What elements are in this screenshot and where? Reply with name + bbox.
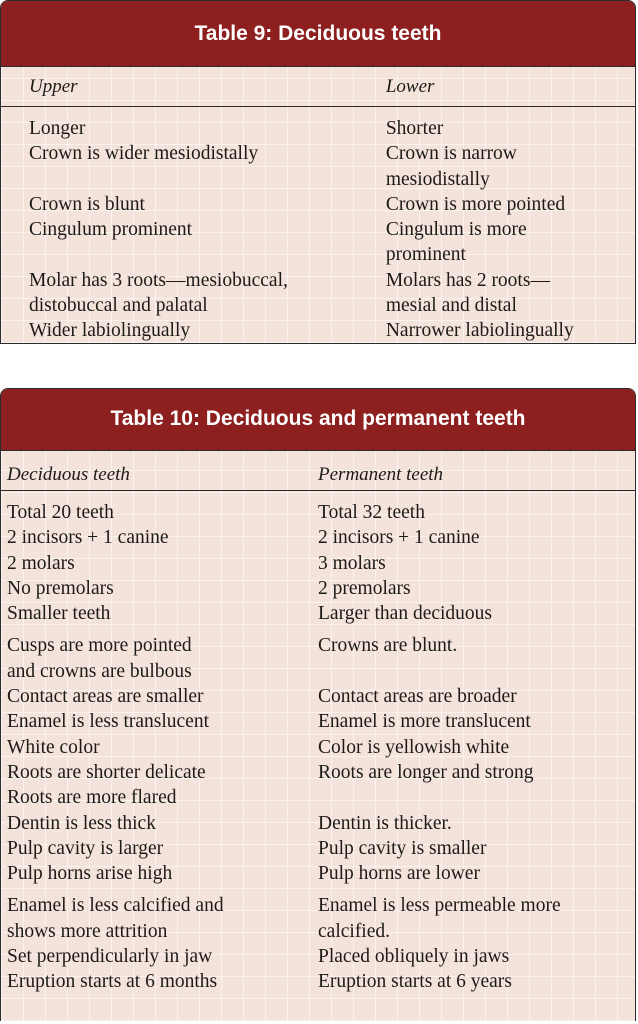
table-cell [1, 893, 318, 944]
cell-text-line: Color is yellowish white [318, 736, 510, 758]
table-cell [318, 811, 635, 836]
table-row [1, 785, 635, 810]
cell-text-line: Crown is more pointed [385, 193, 566, 215]
cell-text-line: Cingulum prominent [29, 219, 193, 241]
cell-text-line: Narrower labiolingually [385, 320, 574, 342]
table-cell [318, 709, 635, 734]
table-row [1, 500, 635, 525]
cell-text-line: Cingulum is more [385, 219, 527, 241]
table-header-row [1, 67, 635, 107]
table-row [1, 836, 635, 861]
cell-text-line: Set perpendicularly in jaw [7, 946, 213, 968]
table-cell [318, 500, 635, 525]
cell-text-line: Cusps are more pointed [7, 635, 192, 657]
cell-text-line: prominent [385, 244, 466, 266]
cell-text-line: 2 incisors + 1 canine [7, 527, 169, 549]
table-cell [1, 525, 318, 550]
table-cell [1, 969, 318, 994]
table-cell [318, 760, 635, 785]
table-body [1, 491, 635, 995]
cell-text-line: Enamel is less translucent [7, 711, 209, 733]
table-cell [1, 141, 386, 192]
table-cell [1, 684, 318, 709]
cell-text-line: Enamel is less calcified and [7, 895, 224, 917]
table-row [1, 192, 635, 217]
table-cell [1, 551, 318, 576]
table-cell [1, 116, 386, 141]
table-row [1, 944, 635, 969]
cell-text-line: Total 32 teeth [318, 502, 425, 523]
table-cell [1, 735, 318, 760]
table-row [1, 601, 635, 626]
table-cell [318, 861, 635, 886]
cell-text-line: Placed obliquely in jaws [318, 946, 510, 968]
table-cell [1, 217, 386, 268]
table-row [1, 116, 635, 141]
cell-text-line: Smaller teeth [7, 603, 111, 625]
table-row [1, 141, 635, 192]
cell-text-line: mesial and distal [385, 295, 517, 317]
table-cell [1, 760, 318, 785]
table-row [1, 551, 635, 576]
table-cell [1, 601, 318, 626]
table-header-row [1, 451, 635, 491]
cell-text-line: Contact areas are broader [318, 686, 517, 708]
cell-text-line: Roots are more flared [7, 787, 177, 809]
cell-text-line: Shorter [385, 118, 444, 139]
table-row [1, 525, 635, 550]
table-cell [1, 709, 318, 734]
table-cell [1, 811, 318, 836]
table-cell [1, 318, 386, 343]
table-cell [386, 192, 635, 217]
cell-text-line: White color [7, 736, 100, 758]
cell-text-line: Contact areas are smaller [7, 686, 204, 708]
table-cell [318, 893, 635, 944]
table-body [1, 107, 635, 344]
cell-text-line: calcified. [318, 920, 391, 942]
table-9 [0, 0, 636, 344]
table-title: Table 10: Deciduous and permanent teeth [1, 389, 635, 451]
cell-text-line: 2 molars [7, 552, 75, 574]
column-header-upper: Upper [29, 76, 78, 97]
table-cell [386, 217, 635, 268]
cell-text-line: Roots are shorter delicate [7, 761, 206, 783]
table-row [1, 684, 635, 709]
cell-text-line: Molars has 2 roots— [385, 269, 550, 291]
cell-text-line: distobuccal and palatal [29, 295, 208, 317]
table-cell [386, 268, 635, 319]
table-row [1, 861, 635, 886]
table-cell [318, 944, 635, 969]
cell-text-line: Crown is blunt [29, 193, 145, 215]
cell-text-line: 2 premolars [318, 577, 411, 599]
table-cell [318, 551, 635, 576]
cell-text-line: Eruption starts at 6 years [318, 971, 512, 993]
cell-text-line: Larger than deciduous [318, 603, 493, 625]
table-cell [1, 861, 318, 886]
column-header-lower: Lower [385, 76, 435, 97]
table-row [1, 268, 635, 319]
table-cell [318, 969, 635, 994]
table-cell [1, 192, 386, 217]
table-cell [1, 785, 318, 810]
cell-text-line: Pulp horns are lower [318, 863, 480, 885]
cell-text-line: No premolars [7, 577, 114, 599]
cell-text-line: 3 molars [318, 552, 386, 574]
table-cell [318, 836, 635, 861]
table-cell [318, 684, 635, 709]
cell-text-line: Crowns are blunt. [318, 635, 458, 657]
table-cell [318, 633, 635, 684]
cell-text-line: Crown is wider mesiodistally [29, 143, 259, 165]
table-cell [318, 735, 635, 760]
cell-text-line: Wider labiolingually [29, 320, 191, 342]
table-row [1, 811, 635, 836]
table-cell [386, 116, 635, 141]
table-cell [318, 785, 635, 810]
cell-text-line: Dentin is less thick [7, 812, 156, 834]
table-cell [1, 633, 318, 684]
table-cell [1, 500, 318, 525]
cell-text-line: Crown is narrow [385, 143, 517, 165]
cell-text-line: 2 incisors + 1 canine [318, 527, 480, 549]
cell-text-line: Pulp cavity is larger [7, 837, 164, 859]
table-cell [1, 944, 318, 969]
cell-text-line: Enamel is more translucent [318, 711, 531, 733]
table-row [1, 217, 635, 268]
table-row [1, 709, 635, 734]
cell-text-line: Total 20 teeth [7, 502, 114, 523]
column-header-deciduous: Deciduous teeth [7, 464, 130, 485]
cell-text-line: shows more attrition [7, 920, 168, 942]
table-cell [1, 576, 318, 601]
table-row [1, 318, 635, 343]
cell-text-line: Eruption starts at 6 months [7, 971, 218, 993]
cell-text-line: Pulp horns arise high [7, 863, 173, 885]
table-cell [318, 525, 635, 550]
table-cell [318, 601, 635, 626]
column-header-permanent: Permanent teeth [318, 464, 444, 485]
table-row [1, 760, 635, 785]
table-row [1, 576, 635, 601]
cell-text-line: Molar has 3 roots—mesiobuccal, [29, 269, 288, 291]
cell-text-line: Enamel is less permeable more [318, 895, 561, 917]
cell-text-line: Dentin is thicker. [318, 812, 452, 834]
cell-text-line: Longer [29, 118, 86, 139]
table-cell [318, 576, 635, 601]
cell-text-line: mesiodistally [385, 168, 490, 190]
table-title: Table 9: Deciduous teeth [1, 1, 635, 67]
table-cell [1, 836, 318, 861]
table-10 [0, 388, 636, 1021]
table-row [1, 893, 635, 944]
table-cell [386, 318, 635, 343]
table-row [1, 735, 635, 760]
table-row [1, 633, 635, 684]
cell-text-line: Pulp cavity is smaller [318, 837, 487, 859]
table-cell [386, 141, 635, 192]
table-row [1, 969, 635, 994]
table-cell [1, 268, 386, 319]
cell-text-line: Roots are longer and strong [318, 761, 534, 783]
cell-text-line: and crowns are bulbous [7, 660, 192, 682]
